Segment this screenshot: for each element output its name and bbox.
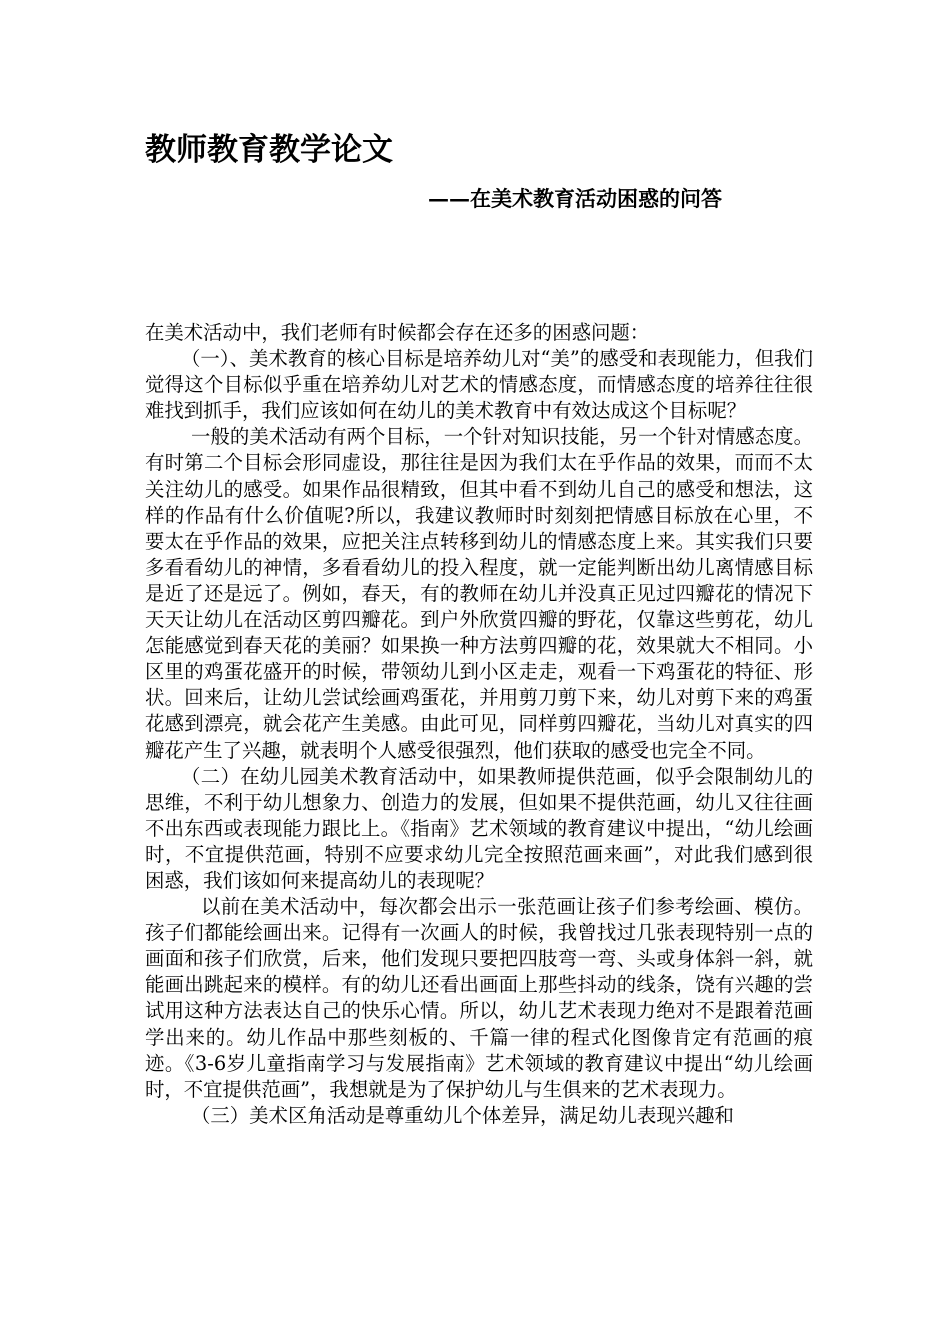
paragraph-question-3: （三）美术区角活动是尊重幼儿个体差异，满足幼儿表现兴趣和 bbox=[191, 1103, 734, 1127]
document-subtitle: ——在美术教育活动困惑的问答 bbox=[428, 186, 722, 211]
document-body bbox=[145, 320, 813, 1129]
paragraph-answer-1: 一般的美术活动有两个目标，一个针对知识技能，另一个针对情感态度。有时第二个目标会形同虚设，那往往是因为我们太在乎作品的效果，而而不太关注幼儿的感受。如果作品很精致，但其中看不到幼儿自己的感受和想法，这样的作品有什么价值呢?所以，我建议教师时时刻刻把情感目标放在心里，不要太在乎作品的效果，应把关注点转移到幼儿的情感态度上来。其实我们只要多看看幼儿的神情，多看看幼儿的投入程度，就一定能判断出幼儿离情感目标是近了还是远了。例如，春天，有的教师在幼儿并没真正见过四瓣花的情况下天天让幼儿在活动区剪四瓣花。到户外欣赏四瓣的野花，仅靠这些剪花，幼儿怎能感觉到春天花的美丽？如果换一种方法剪四瓣的花，效果就大不相同。小区里的鸡蛋花盛开的时候，带领幼儿到小区走走，观看一下鸡蛋花的特征、形状。回来后，让幼儿尝试绘画鸡蛋花，并用剪刀剪下来，幼儿对剪下来的鸡蛋花感到漂亮，就会花产生美感。由此可见，同样剪四瓣花，当幼儿对真实的四瓣花产生了兴趣，就表明个人感受很强烈，他们获取的感受也完全不同。 bbox=[145, 425, 813, 762]
paragraph-answer-2: 以前在美术活动中，每次都会出示一张范画让孩子们参考绘画、模仿。孩子们都能绘画出来。记得有一次画人的时候，我曾找过几张表现特别一点的画面和孩子们欣赏，后来，他们发现只要把四肢弯一弯、头或身体斜一斜，就能画出跳起来的模样。有的幼儿还看出画面上那些抖动的线条，饶有兴趣的尝试用这种方法表达自己的快乐心情。所以，幼儿艺术表现力绝对不是跟着范画学出来的。幼儿作品中那些刻板的、千篇一律的程式化图像肯定有范画的痕迹。《3-6岁儿童指南学习与发展指南》艺术领域的教育建议中提出“幼儿绘画时，不宜提供范画”，我想就是为了保护幼儿与生俱来的艺术表现力。 bbox=[145, 895, 813, 1101]
document-title: 教师教育教学论文 bbox=[145, 132, 393, 168]
paragraph-question-2: （二）在幼儿园美术教育活动中，如果教师提供范画，似乎会限制幼儿的思维，不利于幼儿想象力、创造力的发展，但如果不提供范画，幼儿又往往画不出东西或表现能力跟比上。《指南》艺术领域的教育建议中提出，“幼儿绘画时，不宜提供范画，特别不应要求幼儿完全按照范画来画”，对此我们感到很困惑，我们该如何来提高幼儿的表现呢？ bbox=[145, 764, 813, 892]
paragraph-question-1: （一）、美术教育的核心目标是培养幼儿对“美”的感受和表现能力，但我们觉得这个目标似乎重在培养幼儿对艺术的情感态度，而情感态度的培养往往很难找到抓手，我们应该如何在幼儿的美术教育中有效达成这个目标呢？ bbox=[145, 347, 813, 423]
paragraph-intro: 在美术活动中，我们老师有时候都会存在还多的困惑问题： bbox=[145, 321, 650, 344]
